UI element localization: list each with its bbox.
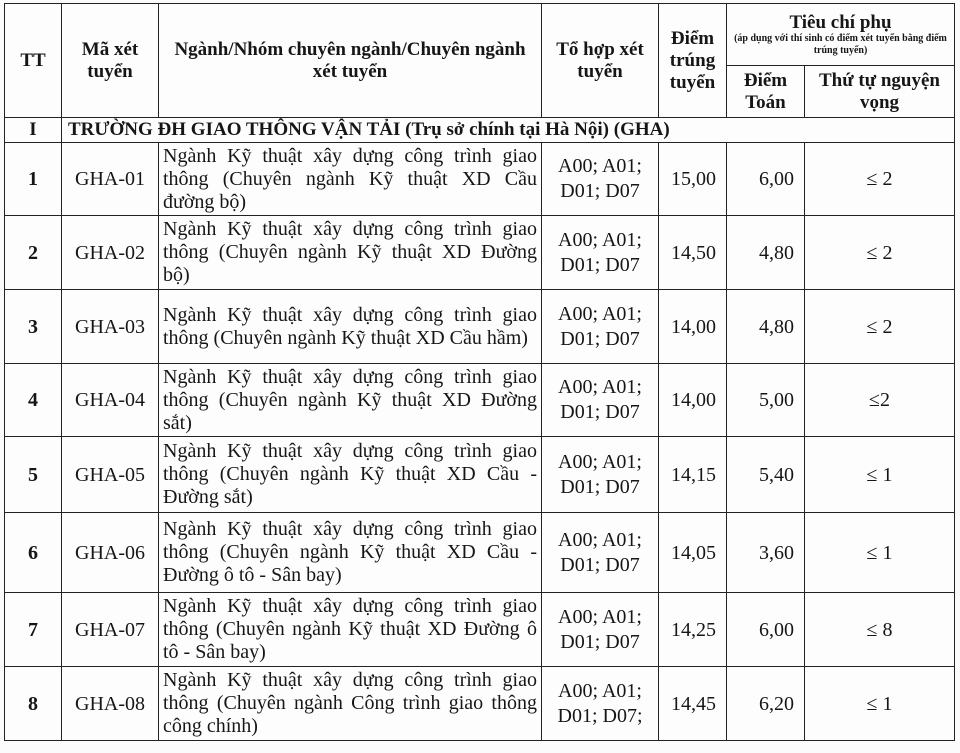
row-math: 4,80 — [727, 216, 805, 290]
row-order: ≤ 2 — [805, 143, 955, 216]
row-combo: A00; A01; D01; D07 — [542, 143, 659, 216]
row-math: 4,80 — [727, 290, 805, 364]
row-score: 14,00 — [659, 364, 727, 437]
header-order: Thứ tự nguyện vọng — [805, 66, 955, 118]
row-order: ≤ 1 — [805, 437, 955, 513]
row-score: 14,05 — [659, 513, 727, 593]
row-tt: 3 — [5, 290, 62, 364]
row-math: 5,00 — [727, 364, 805, 437]
table-row — [5, 364, 955, 437]
row-combo: A00; A01; D01; D07; — [542, 667, 659, 741]
row-code: GHA-02 — [62, 216, 159, 290]
row-tt: 6 — [5, 513, 62, 593]
row-tt: 4 — [5, 364, 62, 437]
table-row — [5, 513, 955, 593]
row-combo: A00; A01; D01; D07 — [542, 364, 659, 437]
row-major: Ngành Kỹ thuật xây dựng công trình giao thông (Chuyên ngành Kỹ thuật XD Đường ô tô - Sân bay) — [159, 593, 542, 667]
row-score: 14,00 — [659, 290, 727, 364]
section-name: TRƯỜNG ĐH GIAO THÔNG VẬN TẢI (Trụ sở chính tại Hà Nội) (GHA) — [62, 118, 955, 143]
header-math: Điểm Toán — [727, 66, 805, 118]
row-code: GHA-06 — [62, 513, 159, 593]
row-combo: A00; A01; D01; D07 — [542, 216, 659, 290]
row-combo: A00; A01; D01; D07 — [542, 437, 659, 513]
row-math: 3,60 — [727, 513, 805, 593]
header-score: Điểm trúng tuyển — [659, 4, 727, 118]
header-major: Ngành/Nhóm chuyên ngành/Chuyên ngành xét tuyển — [159, 4, 542, 118]
row-score: 14,45 — [659, 667, 727, 741]
table-row — [5, 667, 955, 741]
row-math: 6,00 — [727, 143, 805, 216]
row-combo: A00; A01; D01; D07 — [542, 290, 659, 364]
row-order: ≤ 2 — [805, 290, 955, 364]
row-combo: A00; A01; D01; D07 — [542, 513, 659, 593]
row-major: Ngành Kỹ thuật xây dựng công trình giao thông (Chuyên ngành Kỹ thuật XD Đường sắt) — [159, 364, 542, 437]
row-score: 15,00 — [659, 143, 727, 216]
section-row — [5, 118, 955, 143]
table-row — [5, 290, 955, 364]
header-tt: TT — [5, 4, 62, 118]
row-code: GHA-07 — [62, 593, 159, 667]
row-tt: 5 — [5, 437, 62, 513]
admission-scores-table — [4, 3, 955, 741]
row-order: ≤ 8 — [805, 593, 955, 667]
row-math: 6,00 — [727, 593, 805, 667]
row-score: 14,25 — [659, 593, 727, 667]
row-order: ≤ 1 — [805, 513, 955, 593]
row-score: 14,50 — [659, 216, 727, 290]
row-code: GHA-05 — [62, 437, 159, 513]
header-aux-criteria — [727, 4, 955, 66]
header-aux-note: (áp dụng với thí sinh có điểm xét tuyển bằng điểm trúng tuyển) — [734, 32, 947, 56]
row-code: GHA-03 — [62, 290, 159, 364]
row-major: Ngành Kỹ thuật xây dựng công trình giao thông (Chuyên ngành Kỹ thuật XD Cầu đường bộ) — [159, 143, 542, 216]
header-combo: Tổ hợp xét tuyển — [542, 4, 659, 118]
row-major: Ngành Kỹ thuật xây dựng công trình giao thông (Chuyên ngành Kỹ thuật XD Cầu hầm) — [159, 290, 542, 364]
table-row — [5, 216, 955, 290]
row-tt: 2 — [5, 216, 62, 290]
row-code: GHA-01 — [62, 143, 159, 216]
row-major: Ngành Kỹ thuật xây dựng công trình giao thông (Chuyên ngành Kỹ thuật XD Đường bộ) — [159, 216, 542, 290]
row-major: Ngành Kỹ thuật xây dựng công trình giao thông (Chuyên ngành Công trình giao thông công chính) — [159, 667, 542, 741]
header-aux-title: Tiêu chí phụ — [789, 11, 892, 33]
row-math: 6,20 — [727, 667, 805, 741]
row-code: GHA-08 — [62, 667, 159, 741]
row-major: Ngành Kỹ thuật xây dựng công trình giao thông (Chuyên ngành Kỹ thuật XD Cầu - Đường ô tô - Sân bay) — [159, 513, 542, 593]
table-row — [5, 593, 955, 667]
row-order: ≤2 — [805, 364, 955, 437]
row-code: GHA-04 — [62, 364, 159, 437]
row-order: ≤ 2 — [805, 216, 955, 290]
row-score: 14,15 — [659, 437, 727, 513]
section-number: I — [5, 118, 62, 143]
table-row — [5, 143, 955, 216]
row-major: Ngành Kỹ thuật xây dựng công trình giao thông (Chuyên ngành Kỹ thuật XD Cầu - Đường sắt) — [159, 437, 542, 513]
header-code: Mã xét tuyển — [62, 4, 159, 118]
row-tt: 7 — [5, 593, 62, 667]
row-tt: 8 — [5, 667, 62, 741]
table-row — [5, 437, 955, 513]
row-order: ≤ 1 — [805, 667, 955, 741]
row-combo: A00; A01; D01; D07 — [542, 593, 659, 667]
row-tt: 1 — [5, 143, 62, 216]
row-math: 5,40 — [727, 437, 805, 513]
